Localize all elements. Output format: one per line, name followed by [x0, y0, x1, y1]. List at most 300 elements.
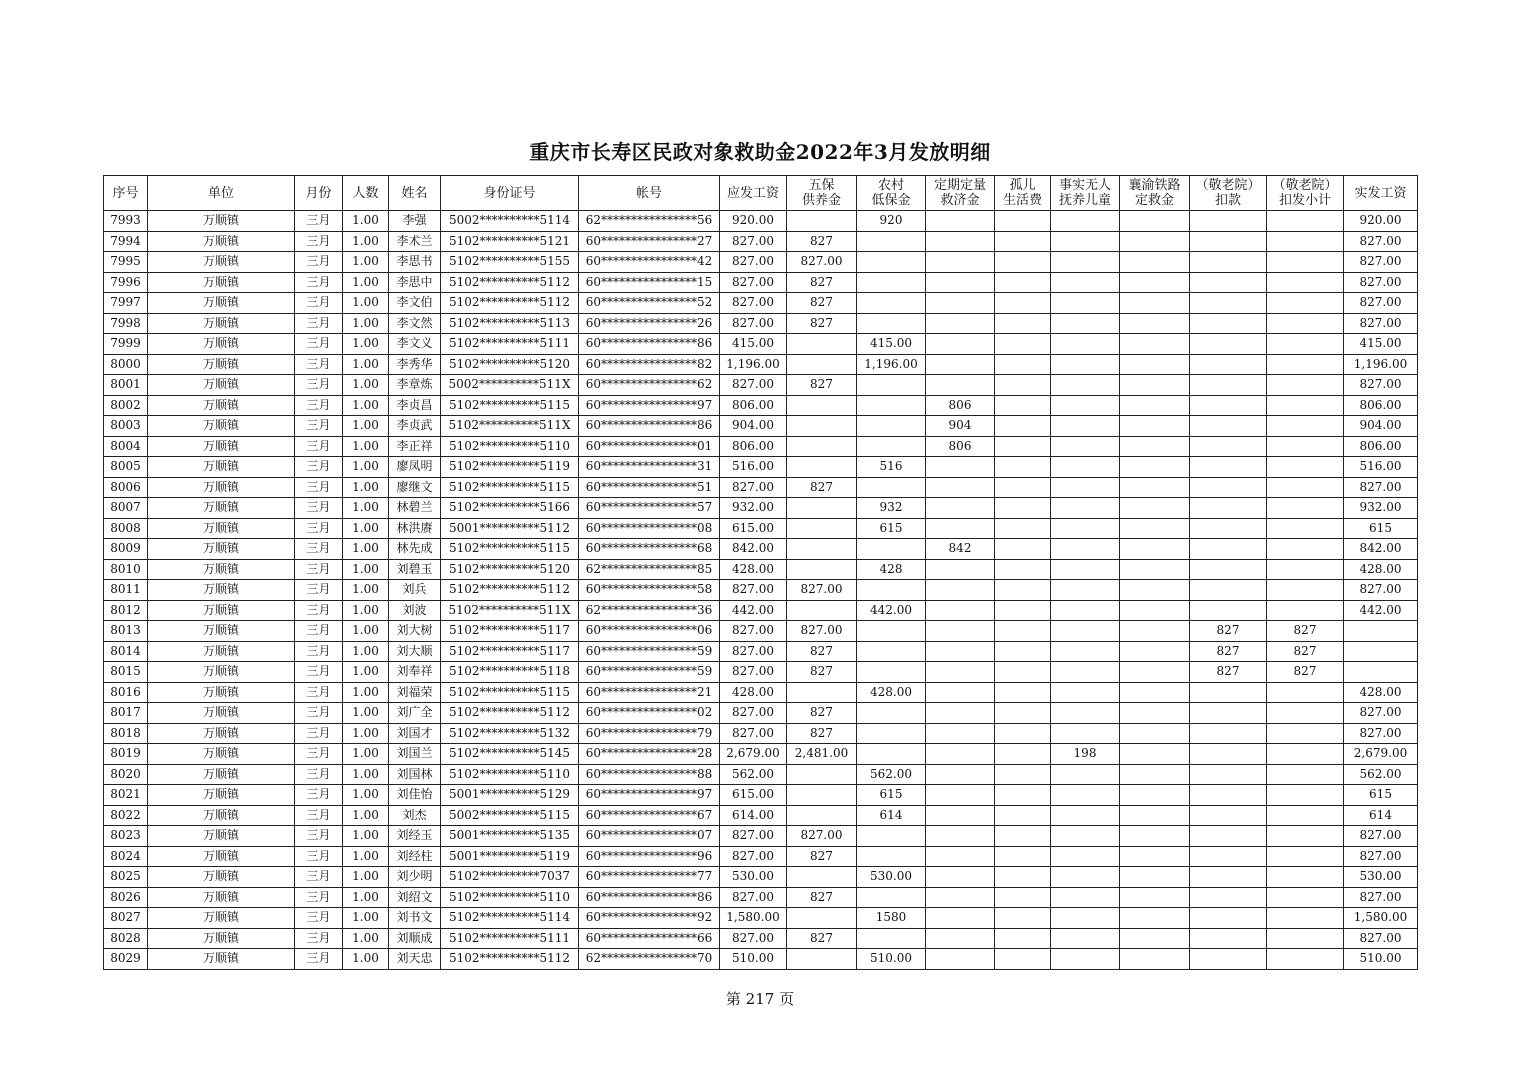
table-cell: 5102**********5117	[441, 621, 579, 642]
table-cell	[926, 272, 995, 293]
table-cell: 三月	[295, 641, 343, 662]
table-cell: 5102**********5115	[441, 477, 579, 498]
table-cell	[1267, 211, 1344, 232]
table-cell: 7995	[104, 252, 148, 273]
table-cell	[857, 621, 926, 642]
table-cell: 李文然	[389, 313, 441, 334]
table-cell	[857, 477, 926, 498]
table-cell	[857, 436, 926, 457]
table-cell	[1120, 395, 1190, 416]
table-cell	[1051, 867, 1120, 888]
table-cell: 60****************26	[579, 313, 720, 334]
table-cell: 8010	[104, 559, 148, 580]
table-cell: 62****************85	[579, 559, 720, 580]
table-row	[104, 641, 1418, 662]
column-header: 实发工资	[1344, 176, 1418, 211]
column-header: 姓名	[389, 176, 441, 211]
table-cell	[1051, 600, 1120, 621]
table-cell: 827.00	[720, 477, 787, 498]
page-footer: 第 217 页	[725, 990, 795, 1008]
table-cell: 60****************27	[579, 231, 720, 252]
table-cell	[1120, 949, 1190, 970]
table-cell	[1120, 559, 1190, 580]
table-cell: 8009	[104, 539, 148, 560]
table-cell	[1120, 682, 1190, 703]
table-cell: 60****************15	[579, 272, 720, 293]
table-cell: 万顺镇	[148, 662, 295, 683]
table-cell	[1120, 354, 1190, 375]
payment-table	[103, 175, 1418, 970]
table-cell: 三月	[295, 252, 343, 273]
table-cell: 5102**********5112	[441, 703, 579, 724]
table-cell: 三月	[295, 682, 343, 703]
table-cell: 8004	[104, 436, 148, 457]
table-cell: 万顺镇	[148, 600, 295, 621]
table-cell: 60****************21	[579, 682, 720, 703]
table-cell: 7997	[104, 293, 148, 314]
table-cell	[1267, 293, 1344, 314]
table-cell: 林碧兰	[389, 498, 441, 519]
table-cell: 5102**********5132	[441, 723, 579, 744]
table-cell: 827	[1190, 662, 1267, 683]
table-cell	[1120, 867, 1190, 888]
table-cell: 万顺镇	[148, 252, 295, 273]
table-cell	[1051, 539, 1120, 560]
table-cell: 8017	[104, 703, 148, 724]
table-cell: 5102**********5112	[441, 949, 579, 970]
table-cell	[995, 252, 1051, 273]
table-cell: 1.00	[343, 457, 389, 478]
table-cell: 7996	[104, 272, 148, 293]
table-cell	[857, 887, 926, 908]
table-cell: 562.00	[720, 764, 787, 785]
table-cell: 5102**********5145	[441, 744, 579, 765]
table-cell	[995, 272, 1051, 293]
table-cell: 1.00	[343, 682, 389, 703]
table-cell: 1.00	[343, 211, 389, 232]
table-cell: 60****************77	[579, 867, 720, 888]
table-cell: 920	[857, 211, 926, 232]
table-cell	[857, 928, 926, 949]
table-cell: 8011	[104, 580, 148, 601]
table-cell: 62****************56	[579, 211, 720, 232]
table-cell: 万顺镇	[148, 436, 295, 457]
table-row	[104, 518, 1418, 539]
table-cell: 万顺镇	[148, 744, 295, 765]
table-cell	[1051, 559, 1120, 580]
table-cell: 827.00	[720, 703, 787, 724]
column-header: 孤儿 生活费	[995, 176, 1051, 211]
table-cell: 三月	[295, 600, 343, 621]
table-row	[104, 375, 1418, 396]
table-row	[104, 354, 1418, 375]
table-cell	[1190, 723, 1267, 744]
table-cell	[1051, 231, 1120, 252]
table-cell: 刘大顺	[389, 641, 441, 662]
table-cell: 827	[787, 887, 857, 908]
table-cell: 442.00	[1344, 600, 1418, 621]
table-cell	[995, 744, 1051, 765]
table-cell: 李思中	[389, 272, 441, 293]
table-cell: 562.00	[1344, 764, 1418, 785]
table-cell	[1190, 395, 1267, 416]
table-row	[104, 764, 1418, 785]
table-cell	[1190, 928, 1267, 949]
table-cell	[926, 785, 995, 806]
table-cell	[1267, 395, 1344, 416]
table-cell	[1344, 621, 1418, 642]
table-cell	[995, 600, 1051, 621]
table-cell	[857, 826, 926, 847]
table-cell	[1120, 723, 1190, 744]
table-cell	[1051, 662, 1120, 683]
table-cell	[787, 334, 857, 355]
table-cell: 万顺镇	[148, 867, 295, 888]
table-cell: 920.00	[720, 211, 787, 232]
table-cell	[995, 293, 1051, 314]
table-cell	[926, 313, 995, 334]
table-cell: 806	[926, 436, 995, 457]
table-cell	[1190, 498, 1267, 519]
table-cell	[926, 826, 995, 847]
table-cell: 三月	[295, 826, 343, 847]
table-cell	[1190, 559, 1267, 580]
table-cell	[926, 457, 995, 478]
table-cell: 廖凤明	[389, 457, 441, 478]
table-cell: 827.00	[720, 846, 787, 867]
table-cell	[995, 908, 1051, 929]
table-cell: 1.00	[343, 600, 389, 621]
table-cell	[857, 272, 926, 293]
table-cell: 万顺镇	[148, 559, 295, 580]
table-cell: 刘国林	[389, 764, 441, 785]
table-cell: 万顺镇	[148, 395, 295, 416]
table-row	[104, 416, 1418, 437]
table-cell	[1051, 580, 1120, 601]
table-cell: 1.00	[343, 928, 389, 949]
table-row	[104, 313, 1418, 334]
table-cell	[1190, 375, 1267, 396]
table-cell	[1120, 826, 1190, 847]
table-cell: 刘顺成	[389, 928, 441, 949]
table-cell: 827	[787, 231, 857, 252]
table-cell: 8012	[104, 600, 148, 621]
table-cell	[995, 662, 1051, 683]
table-cell	[1190, 887, 1267, 908]
table-cell	[1051, 928, 1120, 949]
table-cell: 三月	[295, 313, 343, 334]
table-cell: 三月	[295, 293, 343, 314]
table-cell	[787, 805, 857, 826]
table-cell: 60****************96	[579, 846, 720, 867]
table-cell: 827.00	[720, 641, 787, 662]
table-cell	[1051, 498, 1120, 519]
table-cell: 5102**********5120	[441, 354, 579, 375]
table-cell	[995, 313, 1051, 334]
table-cell: 5102**********5112	[441, 293, 579, 314]
table-cell	[1051, 395, 1120, 416]
table-cell	[1190, 293, 1267, 314]
table-cell	[995, 436, 1051, 457]
table-cell	[926, 723, 995, 744]
table-cell	[1267, 375, 1344, 396]
table-cell: 5102**********511X	[441, 416, 579, 437]
table-cell	[995, 580, 1051, 601]
table-cell: 1580	[857, 908, 926, 929]
table-cell: 827.00	[1344, 477, 1418, 498]
table-cell: 7999	[104, 334, 148, 355]
table-cell	[995, 641, 1051, 662]
table-cell: 刘佳怡	[389, 785, 441, 806]
table-cell	[1267, 744, 1344, 765]
column-header: 人数	[343, 176, 389, 211]
table-cell: 827.00	[1344, 703, 1418, 724]
table-cell: 1.00	[343, 293, 389, 314]
table-cell: 8001	[104, 375, 148, 396]
table-cell	[995, 846, 1051, 867]
table-cell	[1051, 375, 1120, 396]
table-cell	[1051, 416, 1120, 437]
table-cell: 827	[1190, 641, 1267, 662]
table-cell: 60****************97	[579, 395, 720, 416]
table-cell: 万顺镇	[148, 272, 295, 293]
table-cell: 827	[1267, 662, 1344, 683]
table-cell: 8027	[104, 908, 148, 929]
table-cell	[1051, 457, 1120, 478]
table-cell: 1.00	[343, 416, 389, 437]
table-cell	[1267, 272, 1344, 293]
table-cell: 5102**********5115	[441, 682, 579, 703]
table-cell	[1120, 539, 1190, 560]
table-row	[104, 703, 1418, 724]
table-cell: 615	[857, 785, 926, 806]
table-cell: 三月	[295, 436, 343, 457]
table-cell	[1267, 600, 1344, 621]
table-cell	[926, 805, 995, 826]
table-cell: 827.00	[787, 621, 857, 642]
table-cell: 827.00	[1344, 293, 1418, 314]
column-header: 事实无人 抚养儿童	[1051, 176, 1120, 211]
table-cell	[787, 559, 857, 580]
table-cell	[1120, 518, 1190, 539]
table-cell: 1.00	[343, 334, 389, 355]
table-cell: 8016	[104, 682, 148, 703]
table-cell	[1267, 457, 1344, 478]
table-cell: 530.00	[1344, 867, 1418, 888]
table-cell: 万顺镇	[148, 826, 295, 847]
table-cell: 842	[926, 539, 995, 560]
table-cell: 万顺镇	[148, 949, 295, 970]
table-cell: 8026	[104, 887, 148, 908]
table-cell: 1.00	[343, 436, 389, 457]
table-cell	[787, 949, 857, 970]
table-cell: 60****************52	[579, 293, 720, 314]
table-row	[104, 334, 1418, 355]
table-cell: 60****************57	[579, 498, 720, 519]
table-row	[104, 272, 1418, 293]
table-cell	[1190, 252, 1267, 273]
table-cell: 万顺镇	[148, 539, 295, 560]
table-row	[104, 436, 1418, 457]
table-cell	[1267, 559, 1344, 580]
table-cell: 1,580.00	[720, 908, 787, 929]
table-cell	[926, 293, 995, 314]
table-cell: 刘经柱	[389, 846, 441, 867]
table-row	[104, 498, 1418, 519]
table-cell: 1.00	[343, 723, 389, 744]
table-row	[104, 744, 1418, 765]
table-cell	[995, 457, 1051, 478]
table-cell	[1120, 621, 1190, 642]
table-cell: 刘兵	[389, 580, 441, 601]
table-cell: 刘天忠	[389, 949, 441, 970]
table-cell: 三月	[295, 539, 343, 560]
table-cell: 60****************86	[579, 416, 720, 437]
table-cell	[1120, 416, 1190, 437]
table-cell: 5102**********5111	[441, 928, 579, 949]
table-cell: 428.00	[1344, 559, 1418, 580]
table-cell	[995, 559, 1051, 580]
table-cell: 8008	[104, 518, 148, 539]
table-cell: 李强	[389, 211, 441, 232]
table-cell	[1190, 600, 1267, 621]
table-cell: 三月	[295, 703, 343, 724]
table-cell	[787, 539, 857, 560]
table-cell: 60****************86	[579, 887, 720, 908]
table-cell	[857, 744, 926, 765]
table-cell	[926, 580, 995, 601]
table-cell: 1.00	[343, 539, 389, 560]
table-cell: 万顺镇	[148, 354, 295, 375]
table-cell: 442.00	[720, 600, 787, 621]
table-cell: 5102**********5114	[441, 908, 579, 929]
table-row	[104, 580, 1418, 601]
table-cell: 806.00	[720, 395, 787, 416]
table-cell: 806	[926, 395, 995, 416]
table-cell	[857, 580, 926, 601]
table-cell	[1344, 641, 1418, 662]
table-cell: 60****************31	[579, 457, 720, 478]
table-cell: 三月	[295, 416, 343, 437]
table-cell	[1120, 703, 1190, 724]
table-cell	[926, 887, 995, 908]
table-cell: 刘国才	[389, 723, 441, 744]
table-cell: 1,196.00	[720, 354, 787, 375]
table-cell: 1.00	[343, 826, 389, 847]
table-cell	[1051, 211, 1120, 232]
table-cell: 万顺镇	[148, 498, 295, 519]
table-cell	[995, 211, 1051, 232]
table-cell	[926, 744, 995, 765]
table-cell: 510.00	[720, 949, 787, 970]
table-cell	[857, 703, 926, 724]
table-cell	[995, 867, 1051, 888]
table-cell	[926, 600, 995, 621]
table-cell: 60****************59	[579, 641, 720, 662]
table-cell: 万顺镇	[148, 764, 295, 785]
table-cell: 806.00	[1344, 395, 1418, 416]
table-cell	[1120, 498, 1190, 519]
table-cell: 5102**********5155	[441, 252, 579, 273]
table-cell: 1.00	[343, 867, 389, 888]
table-cell	[1190, 846, 1267, 867]
table-cell	[1190, 867, 1267, 888]
table-cell	[995, 621, 1051, 642]
table-cell: 1,196.00	[857, 354, 926, 375]
table-cell: 三月	[295, 867, 343, 888]
table-cell: 60****************82	[579, 354, 720, 375]
table-cell: 827.00	[787, 826, 857, 847]
table-cell	[787, 436, 857, 457]
table-cell	[1051, 703, 1120, 724]
table-cell	[1051, 354, 1120, 375]
table-cell: 1.00	[343, 580, 389, 601]
table-cell: 万顺镇	[148, 518, 295, 539]
table-cell	[1267, 703, 1344, 724]
table-cell: 8003	[104, 416, 148, 437]
table-cell: 李秀华	[389, 354, 441, 375]
table-cell: 5001**********5135	[441, 826, 579, 847]
table-row	[104, 252, 1418, 273]
table-row	[104, 662, 1418, 683]
table-cell: 8005	[104, 457, 148, 478]
table-cell	[926, 477, 995, 498]
table-cell: 1.00	[343, 518, 389, 539]
table-cell	[995, 354, 1051, 375]
table-cell: 刘广全	[389, 703, 441, 724]
table-cell: 刘国兰	[389, 744, 441, 765]
table-cell: 万顺镇	[148, 908, 295, 929]
table-cell: 万顺镇	[148, 293, 295, 314]
table-cell: 李思书	[389, 252, 441, 273]
table-cell: 806.00	[720, 436, 787, 457]
table-cell: 904	[926, 416, 995, 437]
table-cell: 三月	[295, 375, 343, 396]
table-cell	[1051, 334, 1120, 355]
table-cell	[926, 375, 995, 396]
table-cell	[1190, 436, 1267, 457]
table-cell	[926, 846, 995, 867]
table-cell	[787, 498, 857, 519]
table-cell: 8024	[104, 846, 148, 867]
table-cell: 5001**********5129	[441, 785, 579, 806]
table-cell: 827.00	[720, 826, 787, 847]
table-cell: 三月	[295, 272, 343, 293]
table-cell: 827.00	[1344, 313, 1418, 334]
table-cell: 李章炼	[389, 375, 441, 396]
column-header: 定期定量 救济金	[926, 176, 995, 211]
table-cell: 8013	[104, 621, 148, 642]
table-cell: 827	[787, 293, 857, 314]
table-cell: 8019	[104, 744, 148, 765]
table-cell: 827	[1267, 621, 1344, 642]
table-cell: 李贞昌	[389, 395, 441, 416]
table-row	[104, 211, 1418, 232]
table-cell	[1120, 908, 1190, 929]
table-cell: 7994	[104, 231, 148, 252]
table-cell: 827	[787, 272, 857, 293]
table-cell	[926, 621, 995, 642]
table-cell	[787, 518, 857, 539]
table-cell: 827	[787, 313, 857, 334]
table-cell	[1190, 457, 1267, 478]
table-cell	[1120, 436, 1190, 457]
table-cell: 1.00	[343, 313, 389, 334]
page-title: 重庆市长寿区民政对象救助金2022年3月发放明细	[529, 140, 991, 164]
table-cell	[926, 682, 995, 703]
table-cell: 932	[857, 498, 926, 519]
table-cell	[1267, 867, 1344, 888]
